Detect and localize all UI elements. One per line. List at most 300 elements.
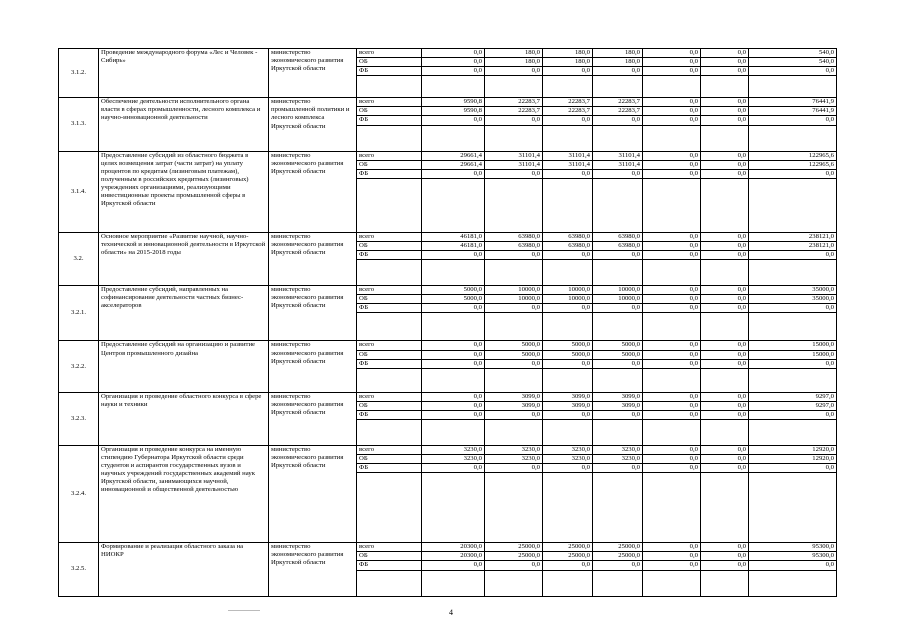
amount-cell: 25000,0 — [485, 543, 543, 552]
amount-cell: 31101,4 — [593, 160, 643, 169]
empty-cell — [593, 570, 643, 596]
amount-cell: 0,0 — [643, 341, 701, 350]
amount-cell: 0,0 — [749, 561, 837, 570]
amount-cell: 3230,0 — [593, 455, 643, 464]
empty-cell — [543, 570, 593, 596]
empty-cell — [643, 76, 701, 98]
empty-cell — [543, 125, 593, 151]
funding-source: ОБ — [357, 295, 422, 304]
funding-source: всего — [357, 341, 422, 350]
empty-cell — [357, 76, 422, 98]
funding-source: ОБ — [357, 350, 422, 359]
amount-cell: 5000,0 — [593, 350, 643, 359]
table-row — [59, 232, 837, 241]
amount-cell: 0,0 — [422, 392, 485, 401]
amount-cell: 5000,0 — [485, 350, 543, 359]
amount-cell: 180,0 — [543, 58, 593, 67]
empty-cell — [422, 260, 485, 286]
amount-cell: 0,0 — [422, 304, 485, 313]
empty-cell — [543, 368, 593, 392]
amount-cell: 12920,0 — [749, 445, 837, 454]
scan-mark — [228, 610, 260, 611]
amount-cell: 0,0 — [701, 304, 749, 313]
empty-cell — [749, 473, 837, 543]
empty-cell — [543, 178, 593, 232]
amount-cell: 0,0 — [701, 464, 749, 473]
item-executor: министерство экономического развития Иркутской области — [269, 232, 357, 285]
amount-cell: 10000,0 — [593, 295, 643, 304]
empty-cell — [593, 313, 643, 341]
funding-source: ОБ — [357, 160, 422, 169]
amount-cell: 0,0 — [422, 67, 485, 76]
amount-cell: 31101,4 — [485, 151, 543, 160]
amount-cell: 0,0 — [643, 286, 701, 295]
item-code: 3.2.5. — [59, 543, 99, 596]
table-row — [59, 445, 837, 454]
item-name: Предоставление субсидий из областного бюджета в целях возмещения затрат (части затрат) на уплату процентов по кредитам (лизинговым платежам), полученным в российских кредитных (лизинговых) учреждениях организациями, реализующими инвестиционные проекты промышленной сферы в Иркутской области — [99, 151, 269, 232]
amount-cell: 0,0 — [422, 464, 485, 473]
amount-cell: 238121,0 — [749, 232, 837, 241]
empty-cell — [422, 419, 485, 445]
empty-cell — [701, 260, 749, 286]
empty-cell — [485, 260, 543, 286]
amount-cell: 0,0 — [543, 359, 593, 368]
funding-source: всего — [357, 151, 422, 160]
amount-cell: 540,0 — [749, 49, 837, 58]
amount-cell: 0,0 — [701, 107, 749, 116]
amount-cell: 15000,0 — [749, 341, 837, 350]
amount-cell: 0,0 — [749, 410, 837, 419]
empty-cell — [701, 76, 749, 98]
amount-cell: 0,0 — [422, 401, 485, 410]
amount-cell: 10000,0 — [485, 295, 543, 304]
empty-cell — [485, 178, 543, 232]
amount-cell: 0,0 — [701, 286, 749, 295]
amount-cell: 31101,4 — [485, 160, 543, 169]
amount-cell: 0,0 — [701, 98, 749, 107]
amount-cell: 0,0 — [701, 169, 749, 178]
amount-cell: 5000,0 — [485, 341, 543, 350]
empty-cell — [485, 419, 543, 445]
amount-cell: 0,0 — [701, 552, 749, 561]
funding-source: ФБ — [357, 116, 422, 125]
amount-cell: 180,0 — [485, 49, 543, 58]
funding-source: всего — [357, 392, 422, 401]
item-executor: министерство экономического развития Иркутской области — [269, 392, 357, 445]
amount-cell: 76441,9 — [749, 98, 837, 107]
funding-source: ФБ — [357, 410, 422, 419]
empty-cell — [422, 570, 485, 596]
empty-cell — [701, 473, 749, 543]
empty-cell — [593, 473, 643, 543]
amount-cell: 238121,0 — [749, 241, 837, 250]
amount-cell: 0,0 — [593, 561, 643, 570]
item-name: Организация и проведение областного конкурса в сфере науки и техники — [99, 392, 269, 445]
table-row — [59, 286, 837, 295]
amount-cell: 0,0 — [422, 116, 485, 125]
item-name: Формирование и реализация областного заказа на НИОКР — [99, 543, 269, 596]
empty-cell — [643, 473, 701, 543]
empty-cell — [485, 368, 543, 392]
amount-cell: 180,0 — [593, 49, 643, 58]
table-row — [59, 98, 837, 107]
empty-cell — [749, 570, 837, 596]
amount-cell: 0,0 — [643, 455, 701, 464]
item-executor: министерство экономического развития Иркутской области — [269, 445, 357, 542]
table-row — [59, 341, 837, 350]
item-code: 3.1.4. — [59, 151, 99, 232]
amount-cell: 9297,0 — [749, 392, 837, 401]
amount-cell: 0,0 — [701, 359, 749, 368]
funding-source: ФБ — [357, 169, 422, 178]
item-code: 3.2.3. — [59, 392, 99, 445]
funding-source: ОБ — [357, 455, 422, 464]
amount-cell: 0,0 — [543, 410, 593, 419]
amount-cell: 0,0 — [701, 401, 749, 410]
funding-source: ФБ — [357, 464, 422, 473]
empty-cell — [357, 473, 422, 543]
amount-cell: 0,0 — [593, 464, 643, 473]
amount-cell: 0,0 — [749, 251, 837, 260]
amount-cell: 0,0 — [485, 67, 543, 76]
funding-source: ОБ — [357, 401, 422, 410]
amount-cell: 20300,0 — [422, 543, 485, 552]
item-executor: министерство экономического развития Иркутской области — [269, 286, 357, 341]
amount-cell: 0,0 — [701, 295, 749, 304]
funding-source: ФБ — [357, 67, 422, 76]
amount-cell: 122965,6 — [749, 151, 837, 160]
amount-cell: 63980,0 — [543, 241, 593, 250]
amount-cell: 9590,8 — [422, 107, 485, 116]
amount-cell: 0,0 — [543, 116, 593, 125]
item-code: 3.1.3. — [59, 98, 99, 151]
funding-source: ФБ — [357, 304, 422, 313]
amount-cell: 12920,0 — [749, 455, 837, 464]
amount-cell: 0,0 — [422, 58, 485, 67]
amount-cell: 20300,0 — [422, 552, 485, 561]
empty-cell — [701, 125, 749, 151]
amount-cell: 0,0 — [701, 350, 749, 359]
amount-cell: 0,0 — [701, 151, 749, 160]
amount-cell: 540,0 — [749, 58, 837, 67]
empty-cell — [357, 178, 422, 232]
empty-cell — [357, 125, 422, 151]
amount-cell: 0,0 — [749, 464, 837, 473]
amount-cell: 0,0 — [701, 543, 749, 552]
funding-source: ФБ — [357, 359, 422, 368]
funding-source: ОБ — [357, 552, 422, 561]
amount-cell: 25000,0 — [485, 552, 543, 561]
amount-cell: 95300,0 — [749, 543, 837, 552]
empty-cell — [357, 570, 422, 596]
amount-cell: 0,0 — [643, 98, 701, 107]
amount-cell: 0,0 — [422, 169, 485, 178]
amount-cell: 0,0 — [485, 116, 543, 125]
amount-cell: 0,0 — [485, 251, 543, 260]
amount-cell: 0,0 — [593, 251, 643, 260]
amount-cell: 0,0 — [701, 410, 749, 419]
amount-cell: 0,0 — [643, 304, 701, 313]
empty-cell — [357, 260, 422, 286]
empty-cell — [701, 419, 749, 445]
amount-cell: 25000,0 — [543, 552, 593, 561]
amount-cell: 0,0 — [422, 410, 485, 419]
amount-cell: 0,0 — [643, 116, 701, 125]
empty-cell — [643, 368, 701, 392]
empty-cell — [643, 260, 701, 286]
amount-cell: 3230,0 — [422, 445, 485, 454]
amount-cell: 0,0 — [422, 251, 485, 260]
empty-cell — [485, 76, 543, 98]
amount-cell: 22283,7 — [485, 98, 543, 107]
amount-cell: 0,0 — [643, 464, 701, 473]
amount-cell: 0,0 — [749, 359, 837, 368]
amount-cell: 63980,0 — [593, 241, 643, 250]
amount-cell: 63980,0 — [485, 232, 543, 241]
amount-cell: 0,0 — [701, 241, 749, 250]
amount-cell: 0,0 — [643, 552, 701, 561]
amount-cell: 3099,0 — [593, 392, 643, 401]
amount-cell: 3230,0 — [485, 455, 543, 464]
amount-cell: 0,0 — [701, 160, 749, 169]
empty-cell — [422, 368, 485, 392]
empty-cell — [357, 313, 422, 341]
amount-cell: 63980,0 — [485, 241, 543, 250]
amount-cell: 10000,0 — [485, 286, 543, 295]
item-executor: министерство экономического развития Иркутской области — [269, 49, 357, 98]
amount-cell: 3230,0 — [593, 445, 643, 454]
amount-cell: 0,0 — [701, 116, 749, 125]
amount-cell: 3099,0 — [543, 392, 593, 401]
empty-cell — [485, 313, 543, 341]
amount-cell: 22283,7 — [593, 107, 643, 116]
amount-cell: 5000,0 — [422, 286, 485, 295]
amount-cell: 10000,0 — [543, 295, 593, 304]
empty-cell — [485, 473, 543, 543]
amount-cell: 31101,4 — [543, 160, 593, 169]
empty-cell — [485, 570, 543, 596]
item-code: 3.1.2. — [59, 49, 99, 98]
empty-cell — [593, 260, 643, 286]
amount-cell: 0,0 — [643, 251, 701, 260]
funding-source: всего — [357, 98, 422, 107]
amount-cell: 5000,0 — [543, 350, 593, 359]
empty-cell — [643, 570, 701, 596]
amount-cell: 29661,4 — [422, 151, 485, 160]
empty-cell — [749, 368, 837, 392]
amount-cell: 3099,0 — [593, 401, 643, 410]
amount-cell: 0,0 — [543, 169, 593, 178]
page-number: 4 — [449, 608, 453, 617]
amount-cell: 0,0 — [643, 232, 701, 241]
amount-cell: 0,0 — [643, 295, 701, 304]
empty-cell — [643, 419, 701, 445]
amount-cell: 0,0 — [701, 341, 749, 350]
amount-cell: 29661,4 — [422, 160, 485, 169]
amount-cell: 0,0 — [701, 232, 749, 241]
amount-cell: 122965,6 — [749, 160, 837, 169]
amount-cell: 3099,0 — [485, 401, 543, 410]
empty-cell — [643, 178, 701, 232]
amount-cell: 0,0 — [643, 350, 701, 359]
amount-cell: 0,0 — [643, 561, 701, 570]
empty-cell — [701, 368, 749, 392]
empty-cell — [593, 368, 643, 392]
amount-cell: 0,0 — [643, 359, 701, 368]
funding-source: ОБ — [357, 58, 422, 67]
table-row — [59, 49, 837, 58]
amount-cell: 10000,0 — [593, 286, 643, 295]
amount-cell: 0,0 — [701, 392, 749, 401]
item-executor: министерство экономического развития Иркутской области — [269, 151, 357, 232]
empty-cell — [749, 313, 837, 341]
amount-cell: 0,0 — [701, 445, 749, 454]
item-code: 3.2.4. — [59, 445, 99, 542]
amount-cell: 22283,7 — [593, 98, 643, 107]
amount-cell: 0,0 — [643, 392, 701, 401]
amount-cell: 0,0 — [643, 107, 701, 116]
item-name: Обеспечение деятельности исполнительного органа власти в сферах промышленности, лесного комплекса и научно-инновационной деятельности — [99, 98, 269, 151]
item-name: Предоставление субсидий на организацию и развитие Центров промышленного дизайна — [99, 341, 269, 392]
empty-cell — [543, 473, 593, 543]
amount-cell: 5000,0 — [543, 341, 593, 350]
amount-cell: 63980,0 — [593, 232, 643, 241]
item-name: Проведение международного форума «Лес и Человек - Сибирь» — [99, 49, 269, 98]
empty-cell — [422, 473, 485, 543]
amount-cell: 0,0 — [593, 169, 643, 178]
item-code: 3.2.1. — [59, 286, 99, 341]
amount-cell: 0,0 — [543, 561, 593, 570]
amount-cell: 0,0 — [643, 445, 701, 454]
amount-cell: 63980,0 — [543, 232, 593, 241]
empty-cell — [593, 125, 643, 151]
amount-cell: 0,0 — [749, 169, 837, 178]
amount-cell: 22283,7 — [543, 98, 593, 107]
empty-cell — [749, 125, 837, 151]
amount-cell: 0,0 — [643, 169, 701, 178]
empty-cell — [422, 76, 485, 98]
empty-cell — [643, 313, 701, 341]
amount-cell: 3230,0 — [543, 455, 593, 464]
empty-cell — [701, 313, 749, 341]
amount-cell: 25000,0 — [543, 543, 593, 552]
amount-cell: 0,0 — [643, 49, 701, 58]
empty-cell — [701, 178, 749, 232]
empty-cell — [749, 260, 837, 286]
amount-cell: 0,0 — [485, 304, 543, 313]
amount-cell: 0,0 — [643, 241, 701, 250]
amount-cell: 0,0 — [749, 304, 837, 313]
amount-cell: 0,0 — [543, 251, 593, 260]
amount-cell: 0,0 — [643, 401, 701, 410]
empty-cell — [422, 178, 485, 232]
empty-cell — [543, 260, 593, 286]
empty-cell — [701, 570, 749, 596]
empty-cell — [543, 76, 593, 98]
amount-cell: 3230,0 — [543, 445, 593, 454]
amount-cell: 0,0 — [422, 341, 485, 350]
empty-cell — [749, 419, 837, 445]
amount-cell: 0,0 — [593, 410, 643, 419]
table-row — [59, 543, 837, 552]
amount-cell: 0,0 — [749, 67, 837, 76]
amount-cell: 3230,0 — [422, 455, 485, 464]
amount-cell: 180,0 — [543, 49, 593, 58]
amount-cell: 0,0 — [643, 543, 701, 552]
amount-cell: 31101,4 — [543, 151, 593, 160]
amount-cell: 180,0 — [485, 58, 543, 67]
budget-table — [58, 48, 837, 597]
table-row — [59, 392, 837, 401]
amount-cell: 0,0 — [593, 304, 643, 313]
item-name: Организация и проведение конкурса на именную стипендию Губернатора Иркутской области среди студентов и аспирантов государственных вузов и научных учреждений государственных академий наук Иркутской области, занимающихся научной, инновационной и общественной деятельностью — [99, 445, 269, 542]
empty-cell — [485, 125, 543, 151]
empty-cell — [643, 125, 701, 151]
empty-cell — [543, 419, 593, 445]
table-body — [59, 49, 837, 597]
amount-cell: 0,0 — [701, 58, 749, 67]
item-code: 3.2. — [59, 232, 99, 285]
empty-cell — [357, 419, 422, 445]
amount-cell: 22283,7 — [485, 107, 543, 116]
funding-source: всего — [357, 543, 422, 552]
amount-cell: 0,0 — [593, 67, 643, 76]
amount-cell: 76441,9 — [749, 107, 837, 116]
amount-cell: 0,0 — [701, 67, 749, 76]
amount-cell: 5000,0 — [593, 341, 643, 350]
amount-cell: 0,0 — [643, 151, 701, 160]
empty-cell — [749, 178, 837, 232]
empty-cell — [593, 76, 643, 98]
amount-cell: 0,0 — [701, 49, 749, 58]
amount-cell: 31101,4 — [593, 151, 643, 160]
amount-cell: 25000,0 — [593, 552, 643, 561]
amount-cell: 0,0 — [485, 169, 543, 178]
amount-cell: 46181,0 — [422, 232, 485, 241]
amount-cell: 3099,0 — [543, 401, 593, 410]
amount-cell: 9297,0 — [749, 401, 837, 410]
item-name: Предоставление субсидий, направленных на софинансирование деятельности частных бизнес-акселераторов — [99, 286, 269, 341]
amount-cell: 95300,0 — [749, 552, 837, 561]
amount-cell: 0,0 — [593, 116, 643, 125]
empty-cell — [749, 76, 837, 98]
amount-cell: 0,0 — [701, 561, 749, 570]
amount-cell: 0,0 — [543, 67, 593, 76]
amount-cell: 0,0 — [593, 359, 643, 368]
funding-source: всего — [357, 49, 422, 58]
amount-cell: 0,0 — [485, 359, 543, 368]
empty-cell — [422, 313, 485, 341]
item-code: 3.2.2. — [59, 341, 99, 392]
funding-source: ФБ — [357, 251, 422, 260]
funding-source: всего — [357, 445, 422, 454]
funding-source: ФБ — [357, 561, 422, 570]
amount-cell: 0,0 — [422, 561, 485, 570]
amount-cell: 0,0 — [422, 359, 485, 368]
amount-cell: 180,0 — [593, 58, 643, 67]
amount-cell: 0,0 — [643, 58, 701, 67]
amount-cell: 9590,8 — [422, 98, 485, 107]
item-executor: министерство экономического развития Иркутской области — [269, 341, 357, 392]
amount-cell: 0,0 — [422, 49, 485, 58]
amount-cell: 3230,0 — [485, 445, 543, 454]
amount-cell: 0,0 — [643, 410, 701, 419]
amount-cell: 10000,0 — [543, 286, 593, 295]
item-executor: министерство промышленной политики и лесного комплекса Иркутской области — [269, 98, 357, 151]
funding-source: ОБ — [357, 107, 422, 116]
empty-cell — [543, 313, 593, 341]
empty-cell — [357, 368, 422, 392]
